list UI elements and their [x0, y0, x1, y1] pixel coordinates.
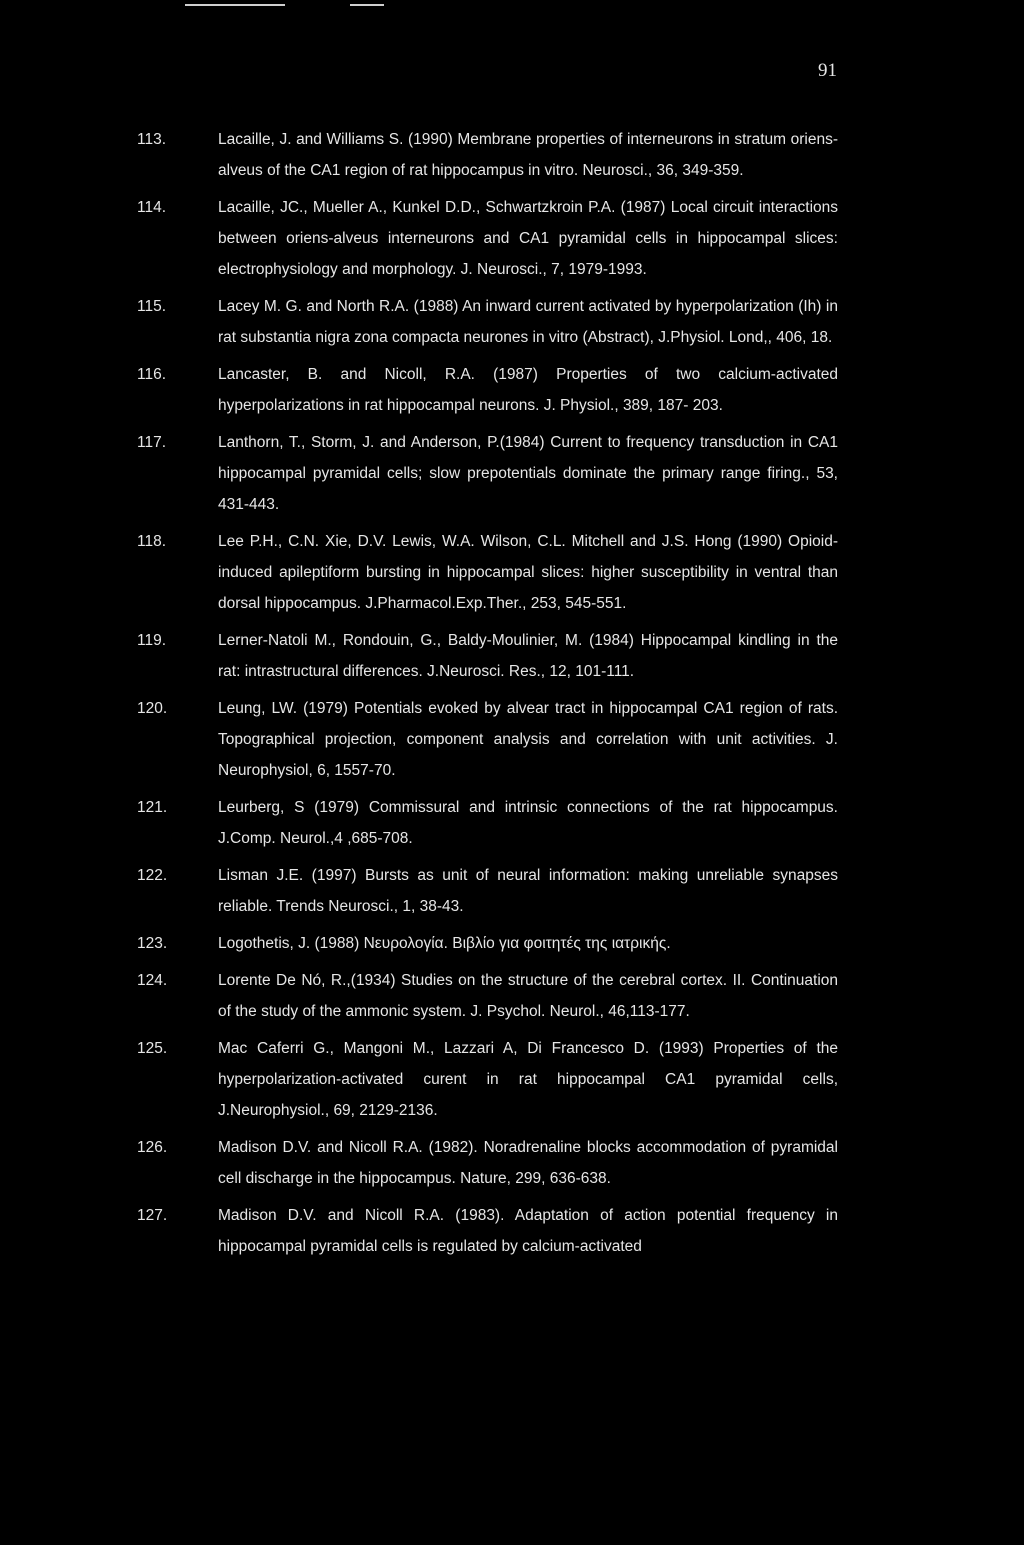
reference-item	[0, 291, 1024, 353]
reference-number: 121.	[137, 799, 168, 816]
reference-text: Lacaille, J. and Williams S. (1990) Membrane properties of interneurons in stratum oriens-alveus of the CA1 region of rat hippocampus in vitro. Neurosci., 36, 349-359.	[218, 131, 838, 179]
reference-item	[0, 124, 1024, 186]
reference-item	[0, 1132, 1024, 1194]
reference-number: 118.	[137, 533, 167, 550]
reference-text: Lerner-Natoli M., Rondouin, G., Baldy-Moulinier, M. (1984) Hippocampal kindling in the rat: intrastructural differences. J.Neurosci. Res., 12, 101-111.	[218, 632, 838, 680]
reference-item	[0, 359, 1024, 421]
reference-text: Logothetis, J. (1988) Νευρολογία. Βιβλίο για φοιτητές της ιατρικής.	[218, 935, 671, 952]
reference-text: Mac Caferri G., Mangoni M., Lazzari A, Di Francesco D. (1993) Properties of the hyperpolarization-activated curent in rat hippocampal CA1 pyramidal cells, J.Neurophysiol., 69, 2129-2136.	[218, 1040, 838, 1119]
reference-number: 115.	[137, 298, 167, 315]
reference-text: Madison D.V. and Nicoll R.A. (1983). Adaptation of action potential frequency in hippocampal pyramidal cells is regulated by calcium-activated	[218, 1207, 838, 1255]
reference-text: Leung, LW. (1979) Potentials evoked by alvear tract in hippocampal CA1 region of rats. Topographical projection, component analysis and correlation with unit activities. J. Neurophysiol, 6, 1557-70.	[218, 700, 838, 779]
reference-item	[0, 792, 1024, 854]
reference-item	[0, 928, 1024, 959]
reference-text: Lisman J.E. (1997) Bursts as unit of neural information: making unreliable synapses reliable. Trends Neurosci., 1, 38-43.	[218, 867, 838, 915]
reference-item	[0, 1200, 1024, 1262]
reference-number: 124.	[137, 972, 168, 989]
reference-text: Leurberg, S (1979) Commissural and intrinsic connections of the rat hippocampus. J.Comp. Neurol.,4 ,685-708.	[218, 799, 838, 847]
reference-number: 126.	[137, 1139, 168, 1156]
reference-item	[0, 693, 1024, 786]
reference-item	[0, 427, 1024, 520]
reference-number: 119.	[137, 632, 167, 649]
reference-text: Lorente De Nó, R.,(1934) Studies on the structure of the cerebral cortex. II. Continuation of the study of the ammonic system. J. Psychol. Neurol., 46,113-177.	[218, 972, 838, 1020]
reference-number: 120.	[137, 700, 168, 717]
reference-text: Lacaille, JC., Mueller A., Kunkel D.D., Schwartzkroin P.A. (1987) Local circuit interactions between oriens-alveus interneurons and CA1 pyramidal cells in hippocampal slices: electrophysiology and morphology. J. Neurosci., 7, 1979-1993.	[218, 199, 838, 278]
top-rule-right	[350, 4, 384, 6]
reference-list	[0, 124, 1024, 1268]
reference-item	[0, 625, 1024, 687]
reference-text: Lacey M. G. and North R.A. (1988) An inward current activated by hyperpolarization (Ih) in rat substantia nigra zona compacta neurones in vitro (Abstract), J.Physiol. Lond,, 406, 18.	[218, 298, 838, 346]
reference-number: 127.	[137, 1207, 168, 1224]
reference-number: 125.	[137, 1040, 168, 1057]
reference-number: 117.	[137, 434, 167, 451]
reference-number: 113.	[137, 131, 167, 148]
reference-number: 122.	[137, 867, 168, 884]
reference-number: 114.	[137, 199, 167, 216]
reference-item	[0, 192, 1024, 285]
reference-text: Lanthorn, T., Storm, J. and Anderson, P.(1984) Current to frequency transduction in CA1 hippocampal pyramidal cells; slow prepotentials dominate the primary range firing., 53, 431-443.	[218, 434, 838, 513]
reference-number: 123.	[137, 935, 168, 952]
reference-item	[0, 965, 1024, 1027]
reference-number: 116.	[137, 366, 167, 383]
reference-text: Madison D.V. and Nicoll R.A. (1982). Noradrenaline blocks accommodation of pyramidal cell discharge in the hippocampus. Nature, 299, 636-638.	[218, 1139, 838, 1187]
top-rule-left	[185, 4, 285, 6]
reference-item	[0, 526, 1024, 619]
reference-item	[0, 1033, 1024, 1126]
page-number: 91	[818, 60, 837, 81]
reference-item	[0, 860, 1024, 922]
reference-text: Lee P.H., C.N. Xie, D.V. Lewis, W.A. Wilson, C.L. Mitchell and J.S. Hong (1990) Opioid-induced apileptiform bursting in hippocampal slices: higher susceptibility in ventral than dorsal hippocampus. J.Pharmacol.Exp.Ther., 253, 545-551.	[218, 533, 838, 612]
reference-text: Lancaster, B. and Nicoll, R.A. (1987) Properties of two calcium-activated hyperpolarizations in rat hippocampal neurons. J. Physiol., 389, 187- 203.	[218, 366, 838, 414]
